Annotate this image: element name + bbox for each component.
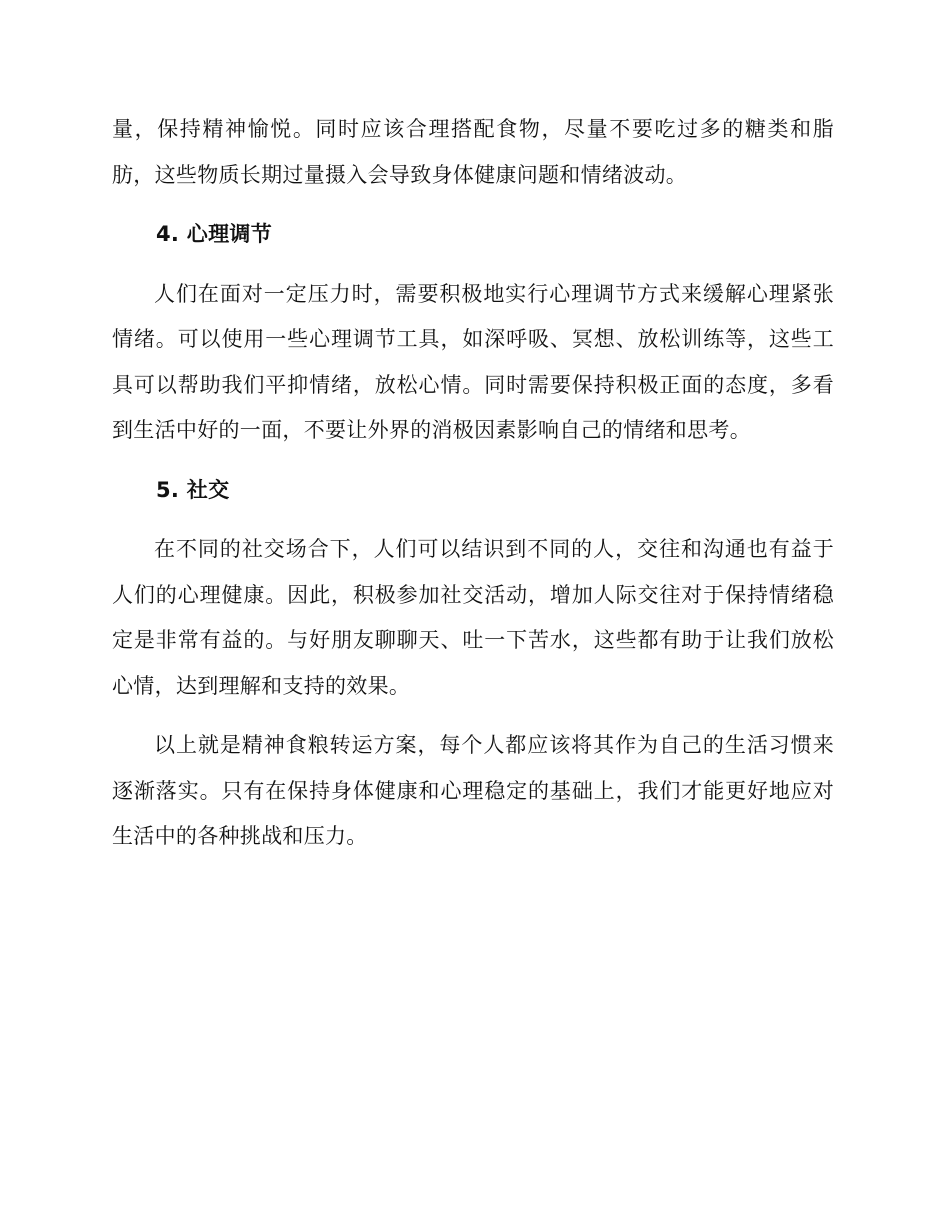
continuation-paragraph: 量，保持精神愉悦。同时应该合理搭配食物，尽量不要吃过多的糖类和脂肪，这些物质长期过量摄入会导致身体健康问题和情绪波动。 (112, 117, 834, 187)
section-paragraph-social: 在不同的社交场合下，人们可以结识到不同的人，交往和沟通也有益于人们的心理健康。因此，积极参加社交活动，增加人际交往对于保持情绪稳定是非常有益的。与好朋友聊聊天、吐一下苦水，这些都有助于让我们放松心情，达到理解和支持的效果。 (112, 537, 834, 698)
section-paragraph-psychological-adjustment: 人们在面对一定压力时，需要积极地实行心理调节方式来缓解心理紧张情绪。可以使用一些心理调节工具，如深呼吸、冥想、放松训练等，这些工具可以帮助我们平抑情绪，放松心情。同时需要保持积极正面的态度，多看到生活中好的一面，不要让外界的消极因素影响自己的情绪和思考。 (112, 281, 834, 442)
section-heading-psychological-adjustment: 4. 心理调节 (156, 222, 272, 246)
section-heading-social: 5. 社交 (156, 477, 230, 502)
document-body (112, 107, 834, 860)
conclusion-paragraph: 以上就是精神食粮转运方案，每个人都应该将其作为自己的生活习惯来逐渐落实。只有在保持身体健康和心理稳定的基础上，我们才能更好地应对生活中的各种挑战和压力。 (112, 733, 834, 848)
